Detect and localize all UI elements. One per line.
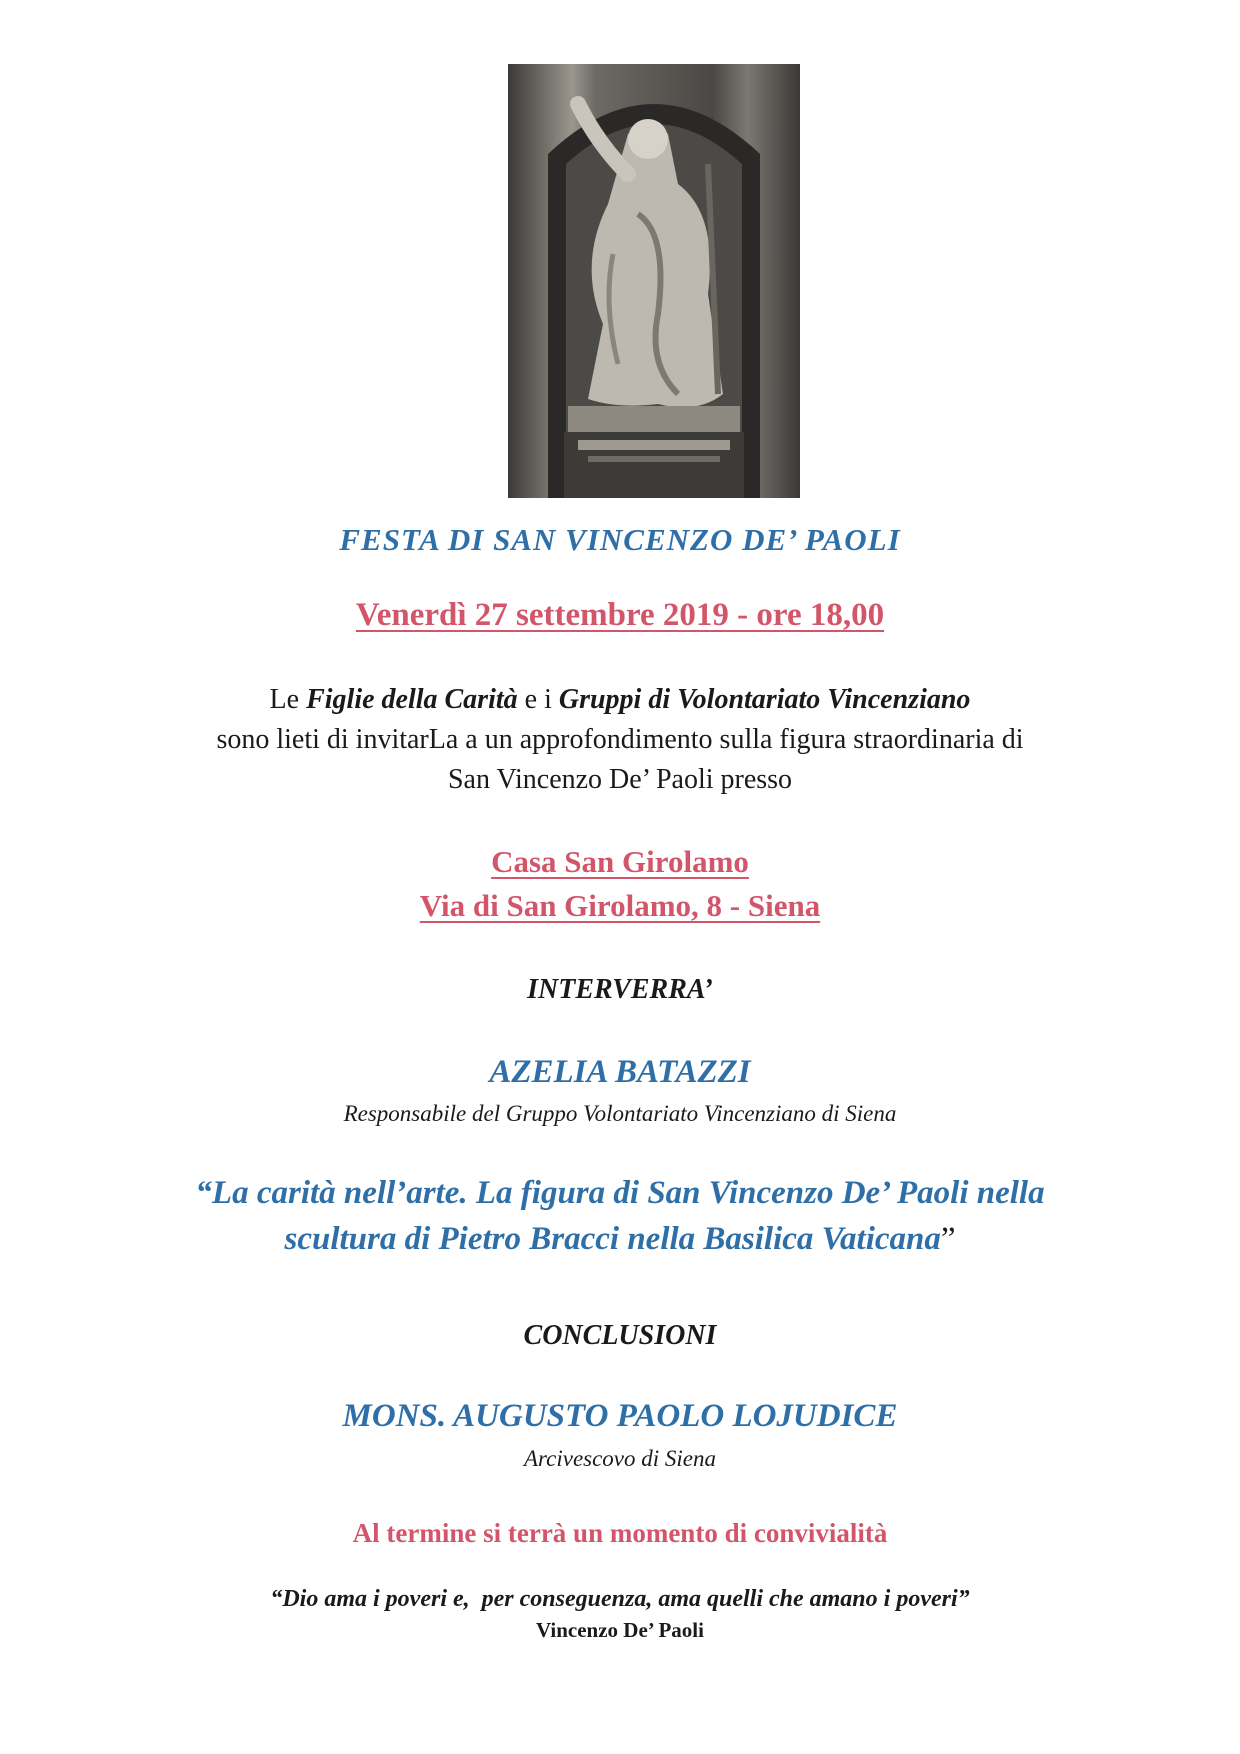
closing-quote: “Dio ama i poveri e, per conseguenza, ama quelli che amano i poveri” (270, 1586, 970, 1612)
conclusion-heading: CONCLUSIONI (523, 1320, 717, 1351)
talk-close-quote: ” (940, 1221, 956, 1257)
venue (0, 840, 1240, 928)
invitation-line-3: San Vincenzo De’ Paoli presso (447, 764, 793, 795)
quote-author: Vincenzo De’ Paoli (536, 1618, 704, 1642)
invitation-line-2: sono lieti di invitarLa a un approfondimento sulla figura straordinaria di (216, 724, 1024, 755)
talk-title-line-2 (0, 1216, 1240, 1262)
venue-address: Via di San Girolamo, 8 - Siena (419, 888, 821, 923)
conclusion-speaker-role: Arcivescovo di Siena (523, 1446, 717, 1471)
invitation-text (0, 680, 1240, 800)
talk-title-line-2-text: scultura di Pietro Bracci nella Basilica Vaticana (284, 1221, 941, 1257)
speaker-name: AZELIA BATAZZI (489, 1054, 751, 1090)
invitation-line-1 (0, 680, 1240, 720)
statue-photo (508, 64, 800, 498)
org-figlie-della-carita: Figlie della Carità (306, 684, 518, 715)
conclusion-speaker-name: MONS. AUGUSTO PAOLO LOJUDICE (342, 1398, 898, 1434)
intro-word-le: Le (269, 684, 300, 715)
event-date: Venerdì 27 settembre 2019 - ore 18,00 (355, 597, 885, 633)
venue-name: Casa San Girolamo (491, 844, 749, 879)
speaker-heading: INTERVERRA’ (527, 974, 713, 1005)
org-gruppi-volontariato: Gruppi di Volontariato Vincenziano (558, 684, 971, 715)
talk-title-line-1: “La carità nell’arte. La figura di San Vincenzo De’ Paoli nella (195, 1175, 1045, 1211)
statue-illustration (508, 64, 800, 498)
intro-word-and: e i (524, 684, 552, 715)
speaker-role: Responsabile del Gruppo Volontariato Vincenziano di Siena (343, 1101, 897, 1126)
talk-title (0, 1170, 1240, 1262)
event-title: FESTA DI SAN VINCENZO DE’ PAOLI (339, 522, 901, 557)
convivial-note: Al termine si terrà un momento di convivialità (352, 1518, 888, 1548)
